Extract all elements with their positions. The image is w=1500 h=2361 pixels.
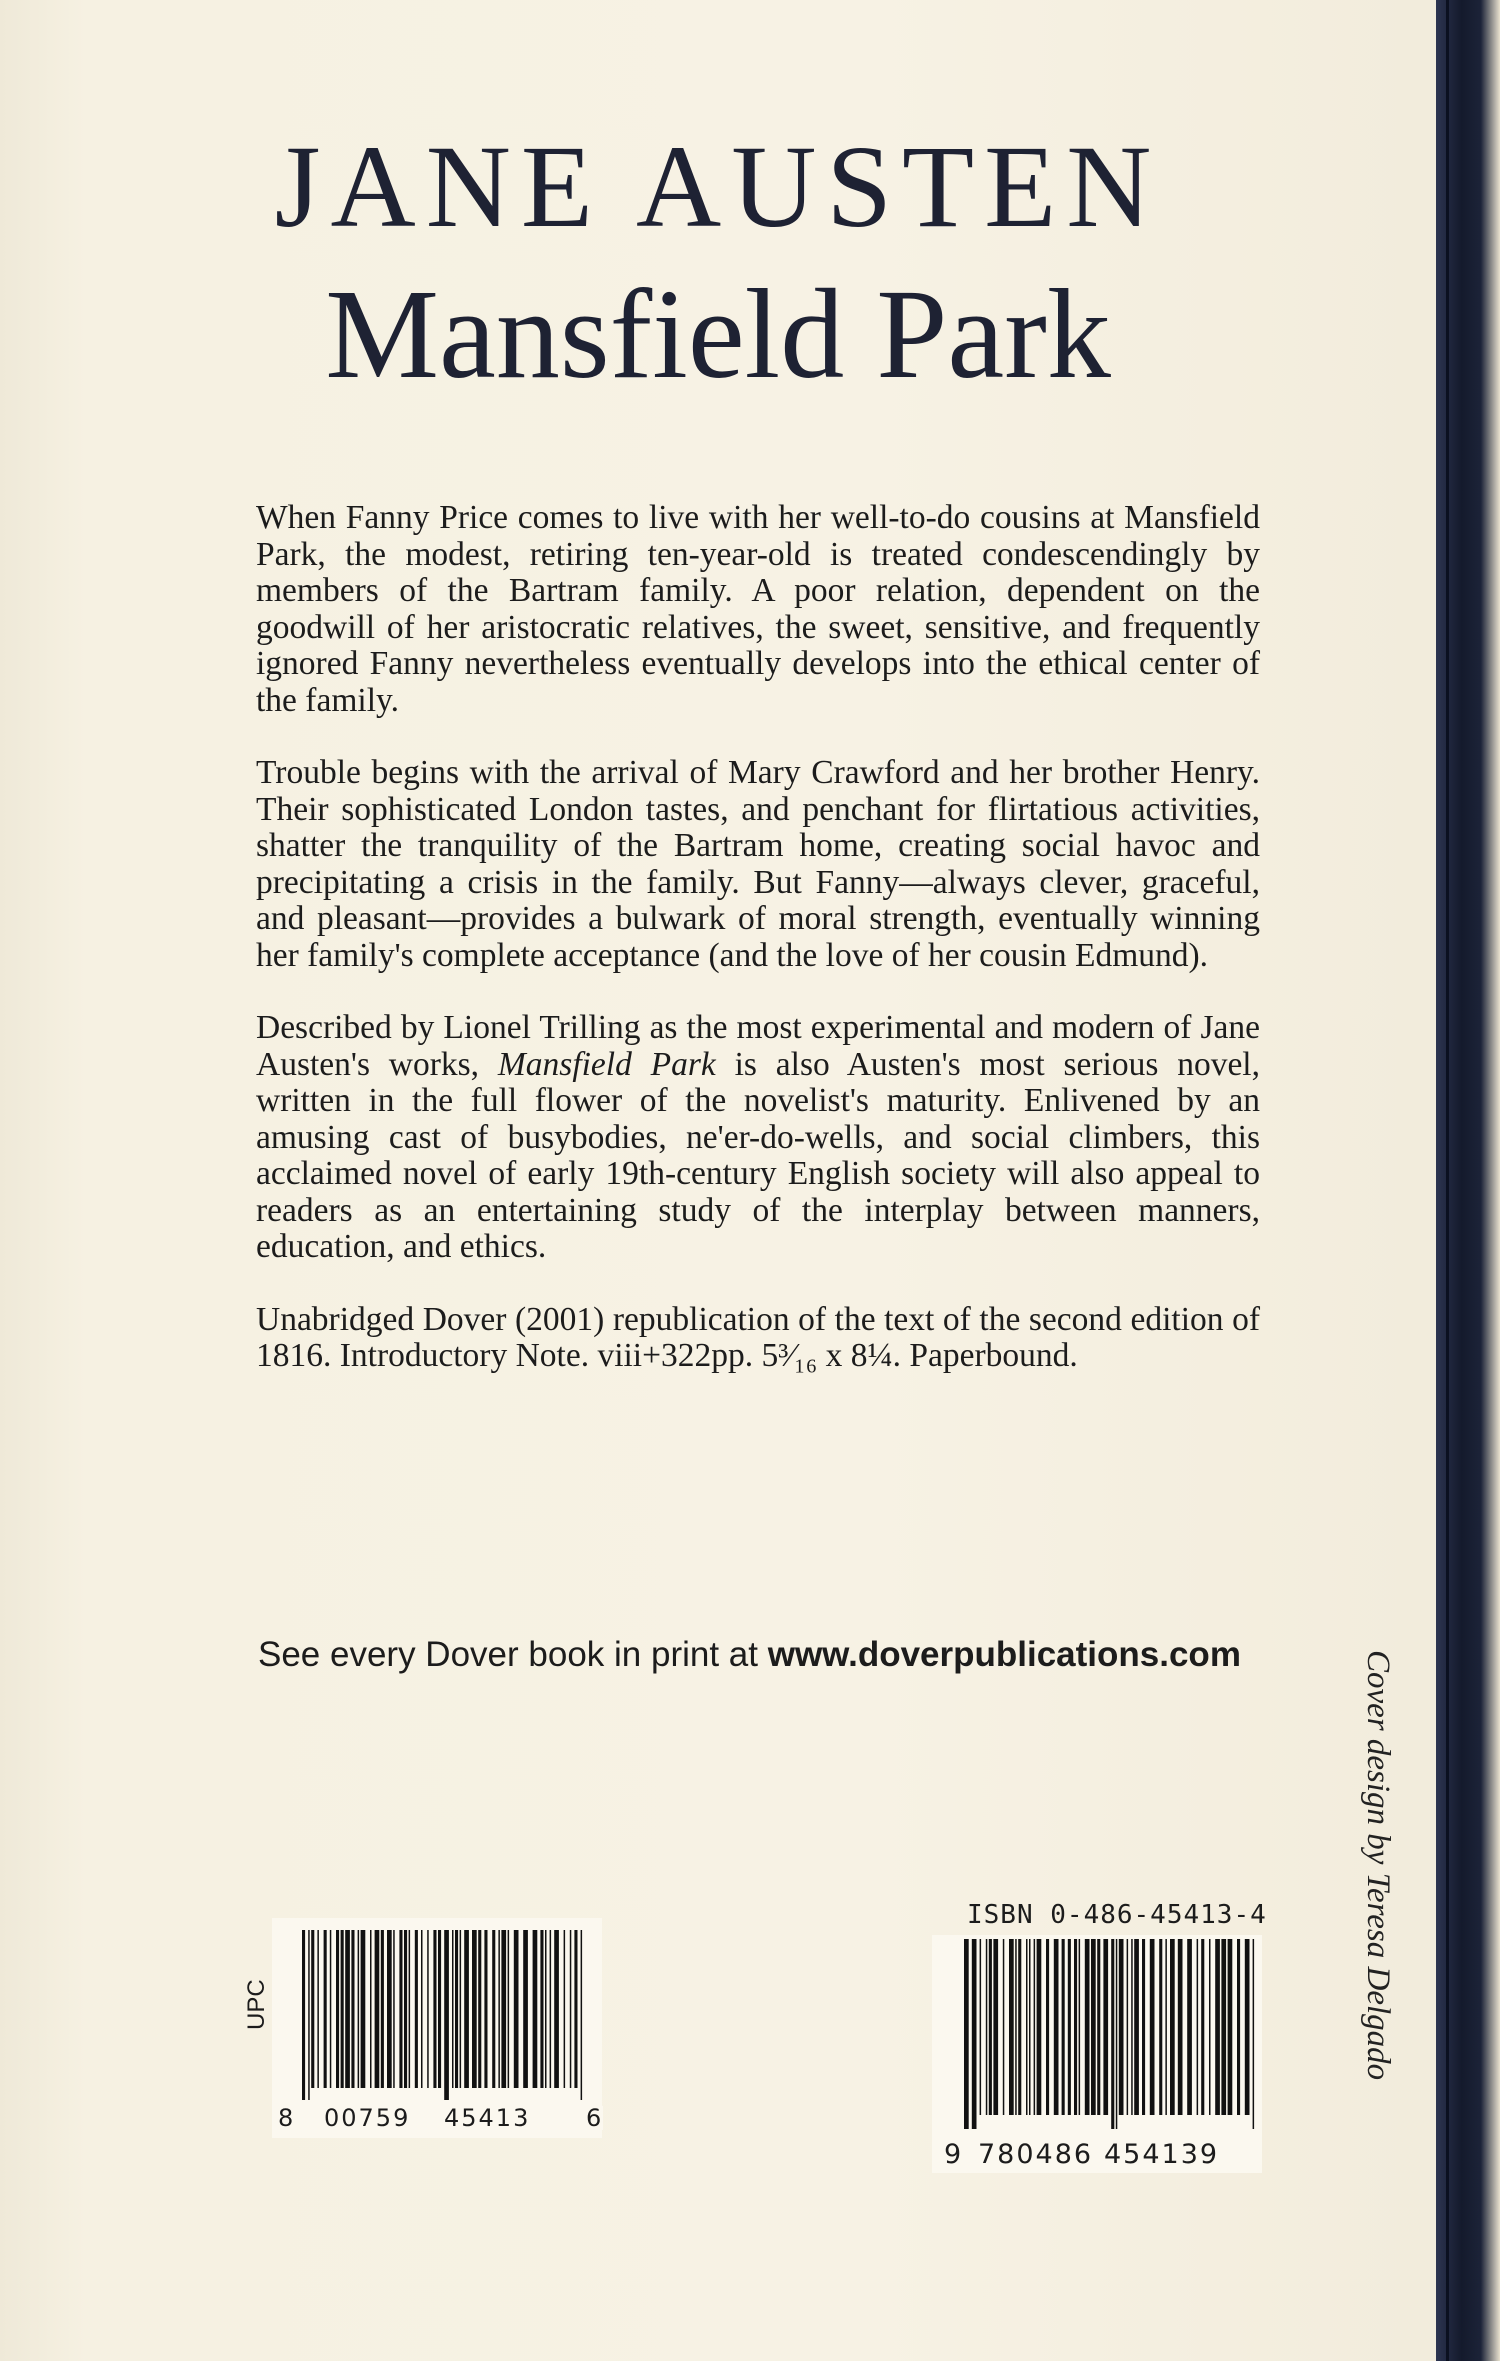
dover-url[interactable]: www.doverpublications.com xyxy=(767,1635,1241,1674)
isbn-bar xyxy=(1003,1939,1005,2115)
upc-bar xyxy=(455,1930,458,2088)
isbn-bar xyxy=(1026,1939,1028,2115)
upc-bar xyxy=(545,1930,547,2088)
upc-bar xyxy=(324,1930,327,2088)
upc-right-digits: 45413 xyxy=(444,2104,531,2132)
dover-promo-text: See every Dover book in print at xyxy=(258,1635,768,1674)
upc-bar xyxy=(351,1930,354,2088)
upc-bar xyxy=(444,1930,449,2100)
upc-bar xyxy=(501,1930,506,2088)
blurb-paragraph-3 xyxy=(256,1010,1260,1266)
isbn-bar xyxy=(1127,1939,1129,2115)
isbn-bar xyxy=(1131,1939,1133,2115)
upc-bar xyxy=(523,1930,528,2088)
isbn-bar xyxy=(1150,1939,1155,2115)
upc-bar xyxy=(399,1930,402,2088)
upc-bar xyxy=(336,1930,339,2088)
book-title: Mansfield Park xyxy=(325,263,1111,405)
isbn-bar xyxy=(1068,1939,1071,2115)
isbn-bar xyxy=(1054,1939,1059,2115)
upc-bar xyxy=(452,1930,454,2088)
isbn-bar xyxy=(1170,1939,1175,2115)
isbn-bar xyxy=(1111,1939,1114,2129)
isbn-bar xyxy=(1046,1939,1049,2115)
isbn-bar xyxy=(1165,1939,1167,2115)
isbn-bar xyxy=(1215,1939,1220,2115)
upc-label: UPC xyxy=(243,1979,270,2030)
blurb-title-italic: Mansfield Park xyxy=(497,1045,716,1083)
upc-bar xyxy=(564,1930,566,2088)
isbn-bar xyxy=(1245,1939,1250,2115)
upc-bar xyxy=(570,1930,572,2088)
isbn-left-digits: 780486 xyxy=(978,2139,1094,2170)
edition-note: Unabridged Dover (2001) republication of the text of the second edition of 1816. Introductory Note. viii+322pp. 5³⁄₁₆ x 8¼. Paperbound. xyxy=(256,1300,1260,1374)
blurb-paragraph-3-end: is also Austen's most serious novel, written in the full flower of the novelist's maturity. Enlivened by an amusing cast of busybodies, ne'er-do-wells, and social climbers, this acclaimed novel of early 19th-century English society will also appeal to readers as an entertaining study of the interplay between manners, education, and ethics. xyxy=(256,1045,1260,1265)
isbn-bar xyxy=(1079,1939,1081,2115)
isbn-bar xyxy=(1178,1939,1183,2115)
isbn-bar xyxy=(1116,1939,1118,2129)
upc-bar xyxy=(330,1930,332,2088)
isbn-bar xyxy=(1159,1939,1162,2115)
isbn-bar xyxy=(1142,1939,1145,2115)
upc-bar xyxy=(317,1930,319,2088)
isbn-bar xyxy=(1221,1939,1226,2115)
isbn-bar xyxy=(1119,1939,1124,2115)
isbn-bar xyxy=(986,1939,988,2115)
isbn-bar xyxy=(1015,1939,1017,2115)
upc-bar xyxy=(438,1930,441,2088)
upc-bar xyxy=(550,1930,552,2088)
upc-bar xyxy=(421,1930,423,2088)
isbn-lead-digit: 9 xyxy=(944,2139,962,2170)
upc-bar xyxy=(540,1930,543,2088)
isbn-label: ISBN 0-486-45413-4 xyxy=(967,1900,1267,1930)
blurb-paragraph-2: Trouble begins with the arrival of Mary Crawford and her brother Henry. Their sophisticated London tastes, and penchant for flirtatious activities, shatter the tranquility of the Bartram home, creating social havoc and precipitating a crisis in the family. But Fanny—always clever, graceful, and pleasant—provides a bulwark of moral strength, eventually winning her family's complete acceptance (and the love of her cousin Edmund). xyxy=(256,754,1260,974)
isbn-bar xyxy=(993,1939,998,2115)
isbn-bar xyxy=(1197,1939,1199,2115)
isbn-bar xyxy=(1209,1939,1211,2115)
upc-bar xyxy=(498,1930,500,2088)
upc-bar xyxy=(574,1930,577,2088)
upc-bar xyxy=(361,1930,366,2088)
upc-bar xyxy=(375,1930,380,2088)
upc-bar xyxy=(484,1930,487,2088)
isbn-bar xyxy=(1034,1939,1036,2115)
isbn-bar xyxy=(1037,1939,1042,2115)
upc-bar xyxy=(387,1930,392,2088)
isbn-bar xyxy=(1134,1939,1139,2115)
upc-bar xyxy=(427,1930,429,2088)
upc-check-digit: 6 xyxy=(586,2104,602,2132)
upc-bar xyxy=(393,1930,395,2088)
blurb-paragraph-3-start: Described by Lionel Trilling as the most experimental and modern of Jane Austen's works, xyxy=(256,1009,1260,1083)
isbn-bar xyxy=(1062,1939,1065,2115)
isbn-bar xyxy=(1085,1939,1090,2115)
blurb xyxy=(256,500,1260,1411)
isbn-bar xyxy=(1097,1939,1100,2115)
upc-bar xyxy=(433,1930,436,2088)
isbn-bar xyxy=(1228,1939,1233,2115)
isbn-bar xyxy=(1091,1939,1096,2115)
isbn-bars xyxy=(964,1939,1256,2129)
isbn-bar xyxy=(1237,1939,1240,2115)
dover-promo xyxy=(258,1635,1288,1675)
upc-bar xyxy=(302,1930,305,2100)
upc-bar xyxy=(345,1930,350,2088)
upc-bar xyxy=(404,1930,407,2088)
isbn-bar xyxy=(1187,1939,1192,2115)
isbn-bar xyxy=(989,1939,992,2115)
upc-bar xyxy=(358,1930,360,2088)
upc-bar xyxy=(415,1930,418,2088)
upc-bar xyxy=(478,1930,481,2088)
isbn-bar xyxy=(980,1939,982,2115)
upc-bar xyxy=(460,1930,462,2088)
upc-lead-digit: 8 xyxy=(278,2104,294,2132)
upc-bar xyxy=(311,1930,314,2088)
isbn-bar xyxy=(1103,1939,1108,2115)
upc-bar xyxy=(492,1930,495,2088)
isbn-bar xyxy=(1009,1939,1014,2115)
upc-left-digits: 00759 xyxy=(324,2104,411,2132)
isbn-barcode xyxy=(932,1935,1262,2173)
author-name: JANE AUSTEN xyxy=(274,121,1162,252)
spine-line xyxy=(1446,0,1449,2361)
isbn-right-digits: 454139 xyxy=(1104,2139,1220,2170)
upc-bar xyxy=(554,1930,559,2088)
blurb-paragraph-1: When Fanny Price comes to live with her well-to-do cousins at Mansfield Park, the modest, retiring ten-year-old is treated condescendingly by members of the Bartram family. A poor relation, dependent on the goodwill of her aristocratic relatives, the sweet, sensitive, and frequently ignored Fanny nevertheless eventually develops into the ethical center of the family. xyxy=(256,499,1260,719)
upc-bar xyxy=(409,1930,411,2088)
upc-barcode xyxy=(272,1918,602,2138)
isbn-bar xyxy=(1029,1939,1031,2115)
isbn-bar xyxy=(1018,1939,1021,2115)
upc-bar xyxy=(381,1930,384,2088)
isbn-bar xyxy=(972,1939,977,2129)
upc-bar xyxy=(341,1930,344,2088)
upc-bar xyxy=(472,1930,477,2088)
upc-bar xyxy=(508,1930,510,2088)
upc-bar xyxy=(464,1930,469,2088)
upc-bar xyxy=(370,1930,372,2088)
upc-bar xyxy=(581,1930,583,2100)
isbn-bar xyxy=(1253,1939,1255,2129)
cover-design-credit: Cover design by Teresa Delgado xyxy=(1360,1650,1396,2081)
upc-bar xyxy=(533,1930,538,2088)
upc-bars xyxy=(302,1930,587,2100)
isbn-bar xyxy=(1201,1939,1204,2115)
isbn-bar xyxy=(964,1939,969,2129)
upc-bar xyxy=(308,1930,310,2100)
isbn-bar xyxy=(1074,1939,1077,2115)
upc-bar xyxy=(514,1930,519,2088)
